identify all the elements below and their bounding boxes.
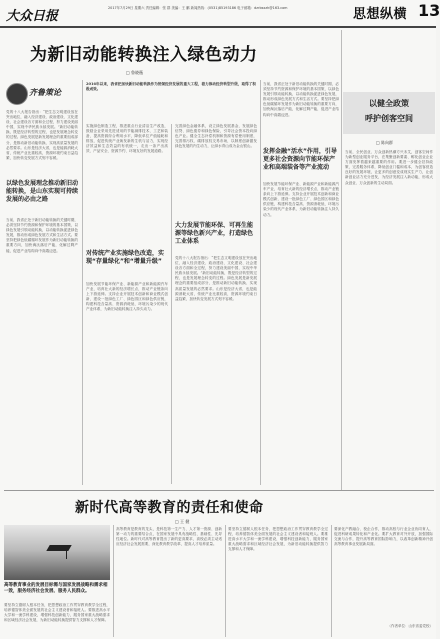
top-article-intro: 2016年以来，我省把加快新旧动能转换作为统领经济发展的重大工程，着力推动经济转型升级，取得了积极成效。 [86,82,256,92]
page-number: 13 [418,1,440,20]
newspaper-logo: 大众日报 [6,9,59,24]
bottom-lead: 高等教育事业的发展目标需与国家发展战略和需求相一致，服务经济社会发展、服务人民群众。 [4,583,108,594]
tassel-icon [66,549,67,559]
sidebar-title-box [343,92,435,134]
column-rule [225,525,226,637]
masthead [0,0,440,28]
top-subhead-1: 以绿色发展理念推动新旧动能转换，是山东实现可持续发展的必由之路 [6,180,79,203]
dateline: 2017年7月29日 星期六 责任编辑：张 群 美编：王 鹏 新闻热线：(0531)85193186 电子邮箱：dzrbsxzh@163.com [108,6,288,10]
sidebar-title-line-2: 呼护创客空间 [365,114,413,123]
bottom-headline: 新时代高等教育的责任和使命 [75,500,264,516]
column-rule [260,80,261,485]
sidebar-text: 当前，全民创业、万众创新热潮方兴未艾，创客空间作为新型创业服务平台，在集聚创新要素、孵化创业企业方面发挥着越来越重要的作用。要进一步健全扶持政策，完善服务体系，降低创业门槛和成本，为创客营造良好的发展环境，让更多的创意变成现实生产力，让创新创业活力充分迸发，为经济发展注入新动能，形成大众创业、万众创新的生动局面。 [345,150,433,185]
graduation-photo [4,525,110,580]
top-byline: □ 鲁晓薇 [126,70,144,75]
top-subhead-4: 发挥金融“活水”作用，引导更多社会资源向节能环保产业和高端装备等产业流动 [263,148,337,171]
author-note: （作者单位：山东省委党校） [387,624,433,628]
top-article-column-3b: 党的十八大报告指出：“把生态文明建设放在突出地位，融入经济建设、政治建设、文化建设、社会建设各方面和全过程，努力建设美丽中国，实现中华民族永续发展。”新旧动能转换，既是经济转型的过程，也是发展理念转变的过程。绿色发展是新发展理念的重要组成部分，是推动新旧动能转换、实现高质量发展的必然要求。山东是经济大省，也是能源消耗大省，传统产业比重较高，资源环境约束日益趋紧，加快转变发展方式刻不容缓。 [175,256,257,301]
top-article-column-4b: 加快发展节能环保产业、新能源产业和新能源汽车产业，培育壮大新的经济增长点，推动产业链条向上下游延伸。支持企业开展技术创新和商业模式创新，建设一批绿色工厂、绿色园区和绿色供应链，构建科技含量高、资源消耗低、环境污染少的现代产业体系，为新旧动能转换注入持久动力。 [263,182,339,217]
bottom-byline: □ 王 健 [175,519,190,524]
column-logo-icon [6,83,28,105]
column-name: 齐鲁策论 [29,87,61,97]
top-article-column-2: 实施绿色制造工程，推进重点行业清洁生产改造，鼓励企业采用先进适用的节能减排技术、工艺和装备，提高资源综合利用水平，降低单位产值能耗和排放，促进传统产业焕发新的生机与活力，实现经济效益和生态效益的有机统一，走出一条产出高效、产品安全、资源节约、环境友好的发展道路。 [86,124,168,154]
top-subhead-2: 对传统产业实施绿色改造，实现“存量绿化”和“增量升级” [86,250,165,265]
column-rule [171,124,172,484]
top-article-column-3: 完善绿色金融体系，设立绿色发展基金，发展绿色信贷、绿色债券和绿色保险，引导社会资本投向绿色产业。健全生态补偿机制和资源有偿使用制度，完善排污权、碳排放权交易市场，以制度创新激发绿色发展的内生动力，让绿水青山成为金山银山。 [175,124,257,149]
section-title: 思想纵横 [353,7,408,22]
sidebar-title-line-1: 以健全政策 [369,99,409,108]
top-subhead-3: 大力发展节能环保、可再生能源等绿色新兴产业，打造绿色工业体系 [175,222,254,245]
graduation-cap-icon [46,545,71,551]
top-article-column-2b: 加快发展节能环保产业、新能源产业和新能源汽车产业，培育壮大新的经济增长点，推动产业链条向上下游延伸。支持企业开展技术创新和商业模式创新，建设一批绿色工厂、绿色园区和绿色供应链，构建科技含量高、资源消耗低、环境污染少的现代产业体系，为新旧动能转换注入持久动力。 [86,282,168,312]
bottom-article-column-2: 高等教育是教育的龙头，是科技第一生产力、人才第一资源、创新第一动力的重要结合点，在国家发展中具有战略性、基础性、先导性地位。新时代对高等教育提出了新的更高要求，高校必须主动适应经济社会发展需要，深化教育教学改革，提高人才培养质量。 [116,527,222,547]
column-rule [113,525,114,637]
top-article-column-1b: 当前，我省正处于新旧动能转换的关键时期，必须坚持节约资源和保护环境的基本国策，以绿色发展引领动能转换，以动能转换促进绿色发展，推动形成绿色发展方式和生活方式。要坚持把绿色低碳循环发展作为新旧动能转换的重要方向，加快淘汰落后产能，化解过剩产能，促进产业结构向中高端迈进。 [6,218,78,253]
top-headline: 为新旧动能转换注入绿色动力 [30,45,258,65]
bottom-article-column-3: 要坚持立德树人根本任务，把思想政治工作贯穿教育教学全过程，培养德智体美全面发展的社会主义建设者和接班人。要推进高水平大学和一流学科建设，增强科技创新能力，服务国家重大战略需求和区域经济社会发展，为新旧动能转换提供智力支撑和人才保障。 [228,527,328,552]
column-rule [82,80,83,485]
column-stamp [6,81,78,107]
top-article-column-1: 党的十八大报告指出：“把生态文明建设放在突出地位，融入经济建设、政治建设、文化建设、社会建设各方面和全过程，努力建设美丽中国，实现中华民族永续发展。”新旧动能转换，既是经济转型的过程，也是发展理念转变的过程。绿色发展是新发展理念的重要组成部分，是推动新旧动能转换、实现高质量发展的必然要求。山东是经济大省，也是能源消耗大省，传统产业比重较高，资源环境约束日益趋紧，加快转变发展方式刻不容缓。 [6,110,78,160]
column-rule [341,30,342,490]
sidebar-byline: □ 陈向群 [376,140,394,145]
bottom-article-column-1b: 要坚持立德树人根本任务，把思想政治工作贯穿教育教学全过程，培养德智体美全面发展的社会主义建设者和接班人。要推进高水平大学和一流学科建设，增强科技创新能力，服务国家重大战略需求和区域经济社会发展，为新旧动能转换提供智力支撑和人才保障。 [4,603,110,623]
section-divider [4,490,434,491]
top-article-column-4: 当前，我省正处于新旧动能转换的关键时期，必须坚持节约资源和保护环境的基本国策，以绿色发展引领动能转换，以动能转换促进绿色发展，推动形成绿色发展方式和生活方式。要坚持把绿色低碳循环发展作为新旧动能转换的重要方向，加快淘汰落后产能，化解过剩产能，促进产业结构向中高端迈进。 [263,82,339,117]
column-rule [331,525,332,637]
bottom-article-column-4: 要深化产教融合、校企合作，推动高校与行业企业协同育人，促进科研成果转化和产业化。要扩大教育对外开放，加强国际交流与合作，提升高等教育国际影响力，以改革创新精神开创高等教育事业发展新局面。 [334,527,433,547]
